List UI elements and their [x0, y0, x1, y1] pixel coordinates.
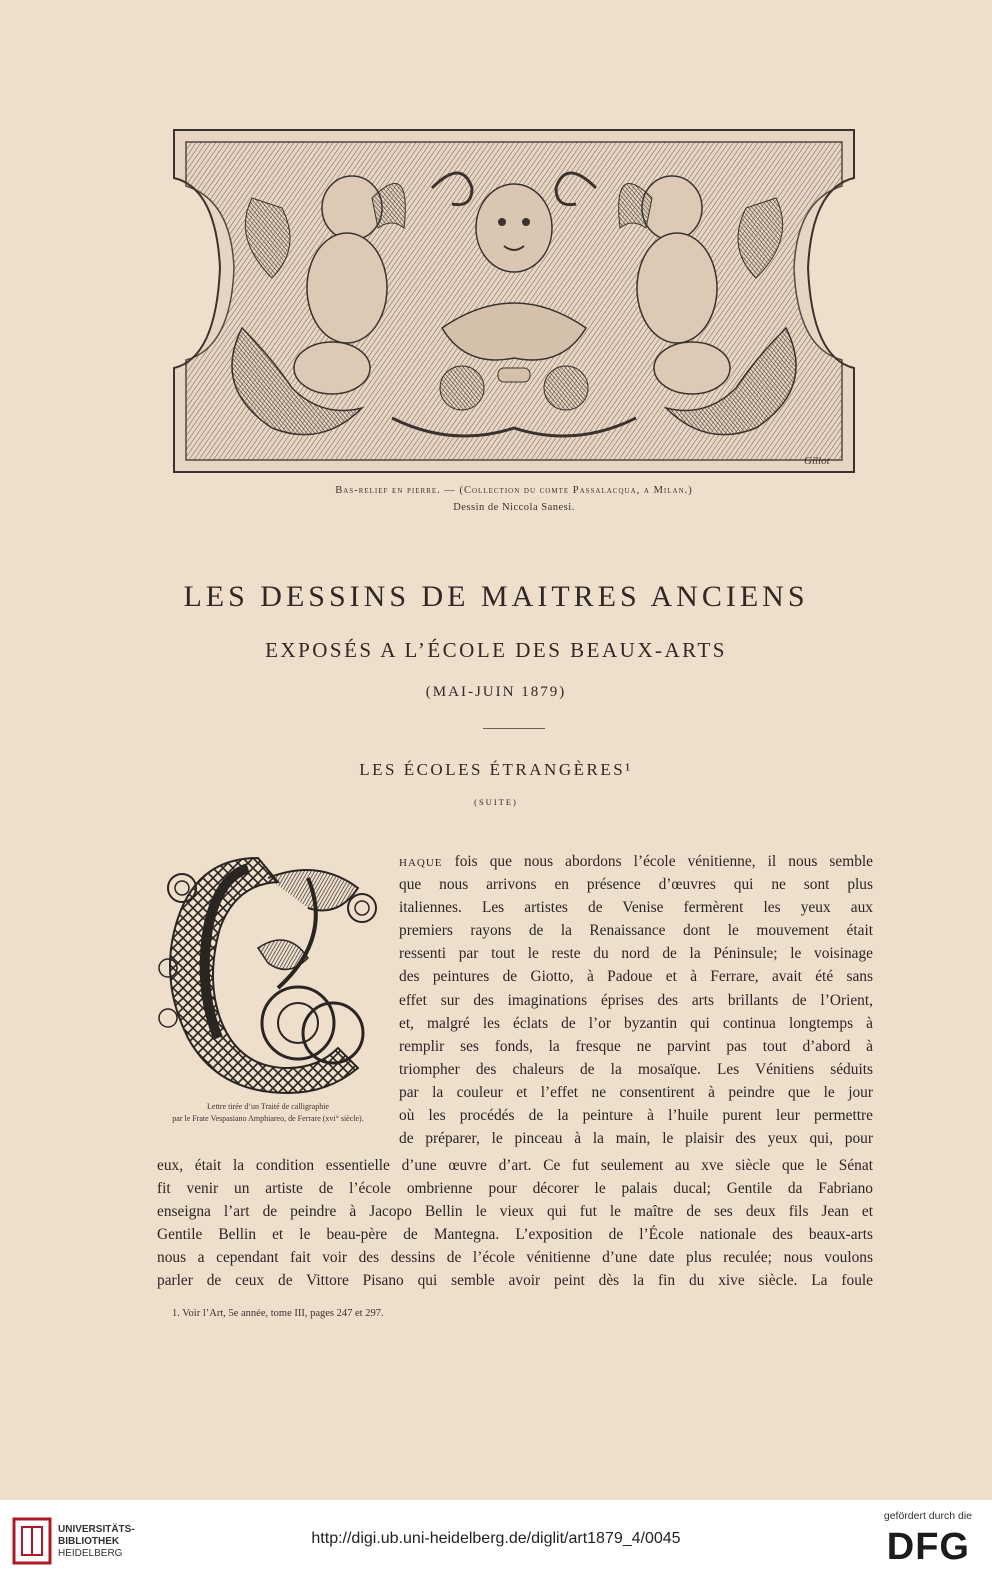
article-date: (MAI-JUIN 1879)	[425, 684, 567, 700]
body-line: haque fois que nous abordons l’école vénitienne, il nous semble	[399, 853, 873, 870]
body-line: fit venir un artiste de l’école ombrienne pour décorer le palais ducal; Gentile da Fabriano	[157, 1180, 873, 1198]
article-title: LES DESSINS DE MAITRES ANCIENS	[183, 580, 809, 613]
body-line: enseigna l’art de peindre à Jacopo Bellin le vieux qui fut le maître de ses deux fils Jean et	[157, 1203, 873, 1221]
body-line: de préparer, le pinceau à la main, le plaisir des yeux qui, pour	[399, 1130, 873, 1148]
bas-relief-engraving	[172, 128, 856, 474]
university-library-name: UNIVERSITÄTS- BIBLIOTHEK HEIDELBERG	[58, 1524, 135, 1559]
section-title: LES ÉCOLES ÉTRANGÈRES¹	[359, 760, 633, 779]
body-line: remplir ses fonds, la fresque ne parvint pas tout d’abord à	[399, 1037, 873, 1055]
body-line: que nous arrivons en présence d’œuvres qui ne sont plus	[399, 876, 873, 894]
body-line: italiennes. Les artistes de Venise fermèrent les yeux aux	[399, 899, 873, 917]
body-line: nous a cependant fait voir des dessins de l’école vénitienne d’une date plus reculée; nous voulons	[157, 1249, 873, 1267]
article-subtitle: EXPOSÉS A L’ÉCOLE DES BEAUX-ARTS	[265, 638, 727, 662]
footnote: 1. Voir l’Art, 5e année, tome III, pages 247 et 297.	[172, 1308, 384, 1319]
body-line: par la couleur et l’effet ne consentirent à peindre que le jour	[399, 1083, 873, 1101]
body-line: effet sur des imaginations éprises des arts brillants de l’Orient,	[399, 991, 873, 1009]
body-line: où les procédés de la peinture à l’huile purent leur permettre	[399, 1107, 873, 1125]
initial-caption	[150, 1101, 386, 1125]
first-word: haque	[399, 853, 443, 870]
engraver-signature: Gillot	[804, 455, 830, 467]
funding-label: gefördert durch die	[883, 1510, 972, 1522]
initial-caption-line2: par le Frate Vespasiano Amphiareo, de Ferrare (xvi° siècle).	[172, 1114, 364, 1123]
body-line: ressenti par tout le reste du nord de la Péninsule; le voisinage	[399, 945, 873, 963]
engraving-caption-line2: Dessin de Niccola Sanesi.	[453, 502, 575, 513]
body-line: des peintures de Giotto, à Padoue et à Ferrare, avait été sans	[399, 968, 873, 986]
dfg-logo[interactable]: DFG	[886, 1526, 970, 1568]
calligraphic-initial-c	[158, 848, 386, 1100]
body-line: Gentile Bellin et le beau-père de Mantegna. L’exposition de l’École nationale des beaux-arts	[157, 1226, 873, 1244]
body-line: et, malgré les éclats de l’or byzantin qui continua longtemps à	[399, 1014, 873, 1032]
body-line: premiers rayons de la Renaissance dont le mouvement était	[399, 922, 873, 940]
engraving-caption-line1: Bas-relief en pierre. — (Collection du comte Passalacqua, a Milan.)	[335, 485, 693, 496]
body-line: parler de ceux de Vittore Pisano qui semble avoir peint dès la fin du xive siècle. La foule	[157, 1272, 873, 1290]
body-text-wide	[157, 1154, 873, 1293]
permalink-url[interactable]: http://digi.ub.uni-heidelberg.de/diglit/art1879_4/0045	[311, 1530, 681, 1547]
body-line: eux, était la condition essentielle d’une œuvre d’art. Ce fut seulement au xve siècle que le Sénat	[157, 1157, 873, 1174]
engraving-caption	[172, 482, 856, 516]
section-continued-label: (SUITE)	[474, 797, 518, 807]
footer-bar	[0, 1500, 992, 1585]
title-divider	[483, 728, 545, 729]
body-text-narrow	[399, 850, 873, 1150]
initial-caption-line1: Lettre tirée d’un Traité de calligraphie	[207, 1102, 329, 1111]
body-line: triompher des chaleurs de la mosaïque. Les Vénitiens séduits	[399, 1060, 873, 1078]
